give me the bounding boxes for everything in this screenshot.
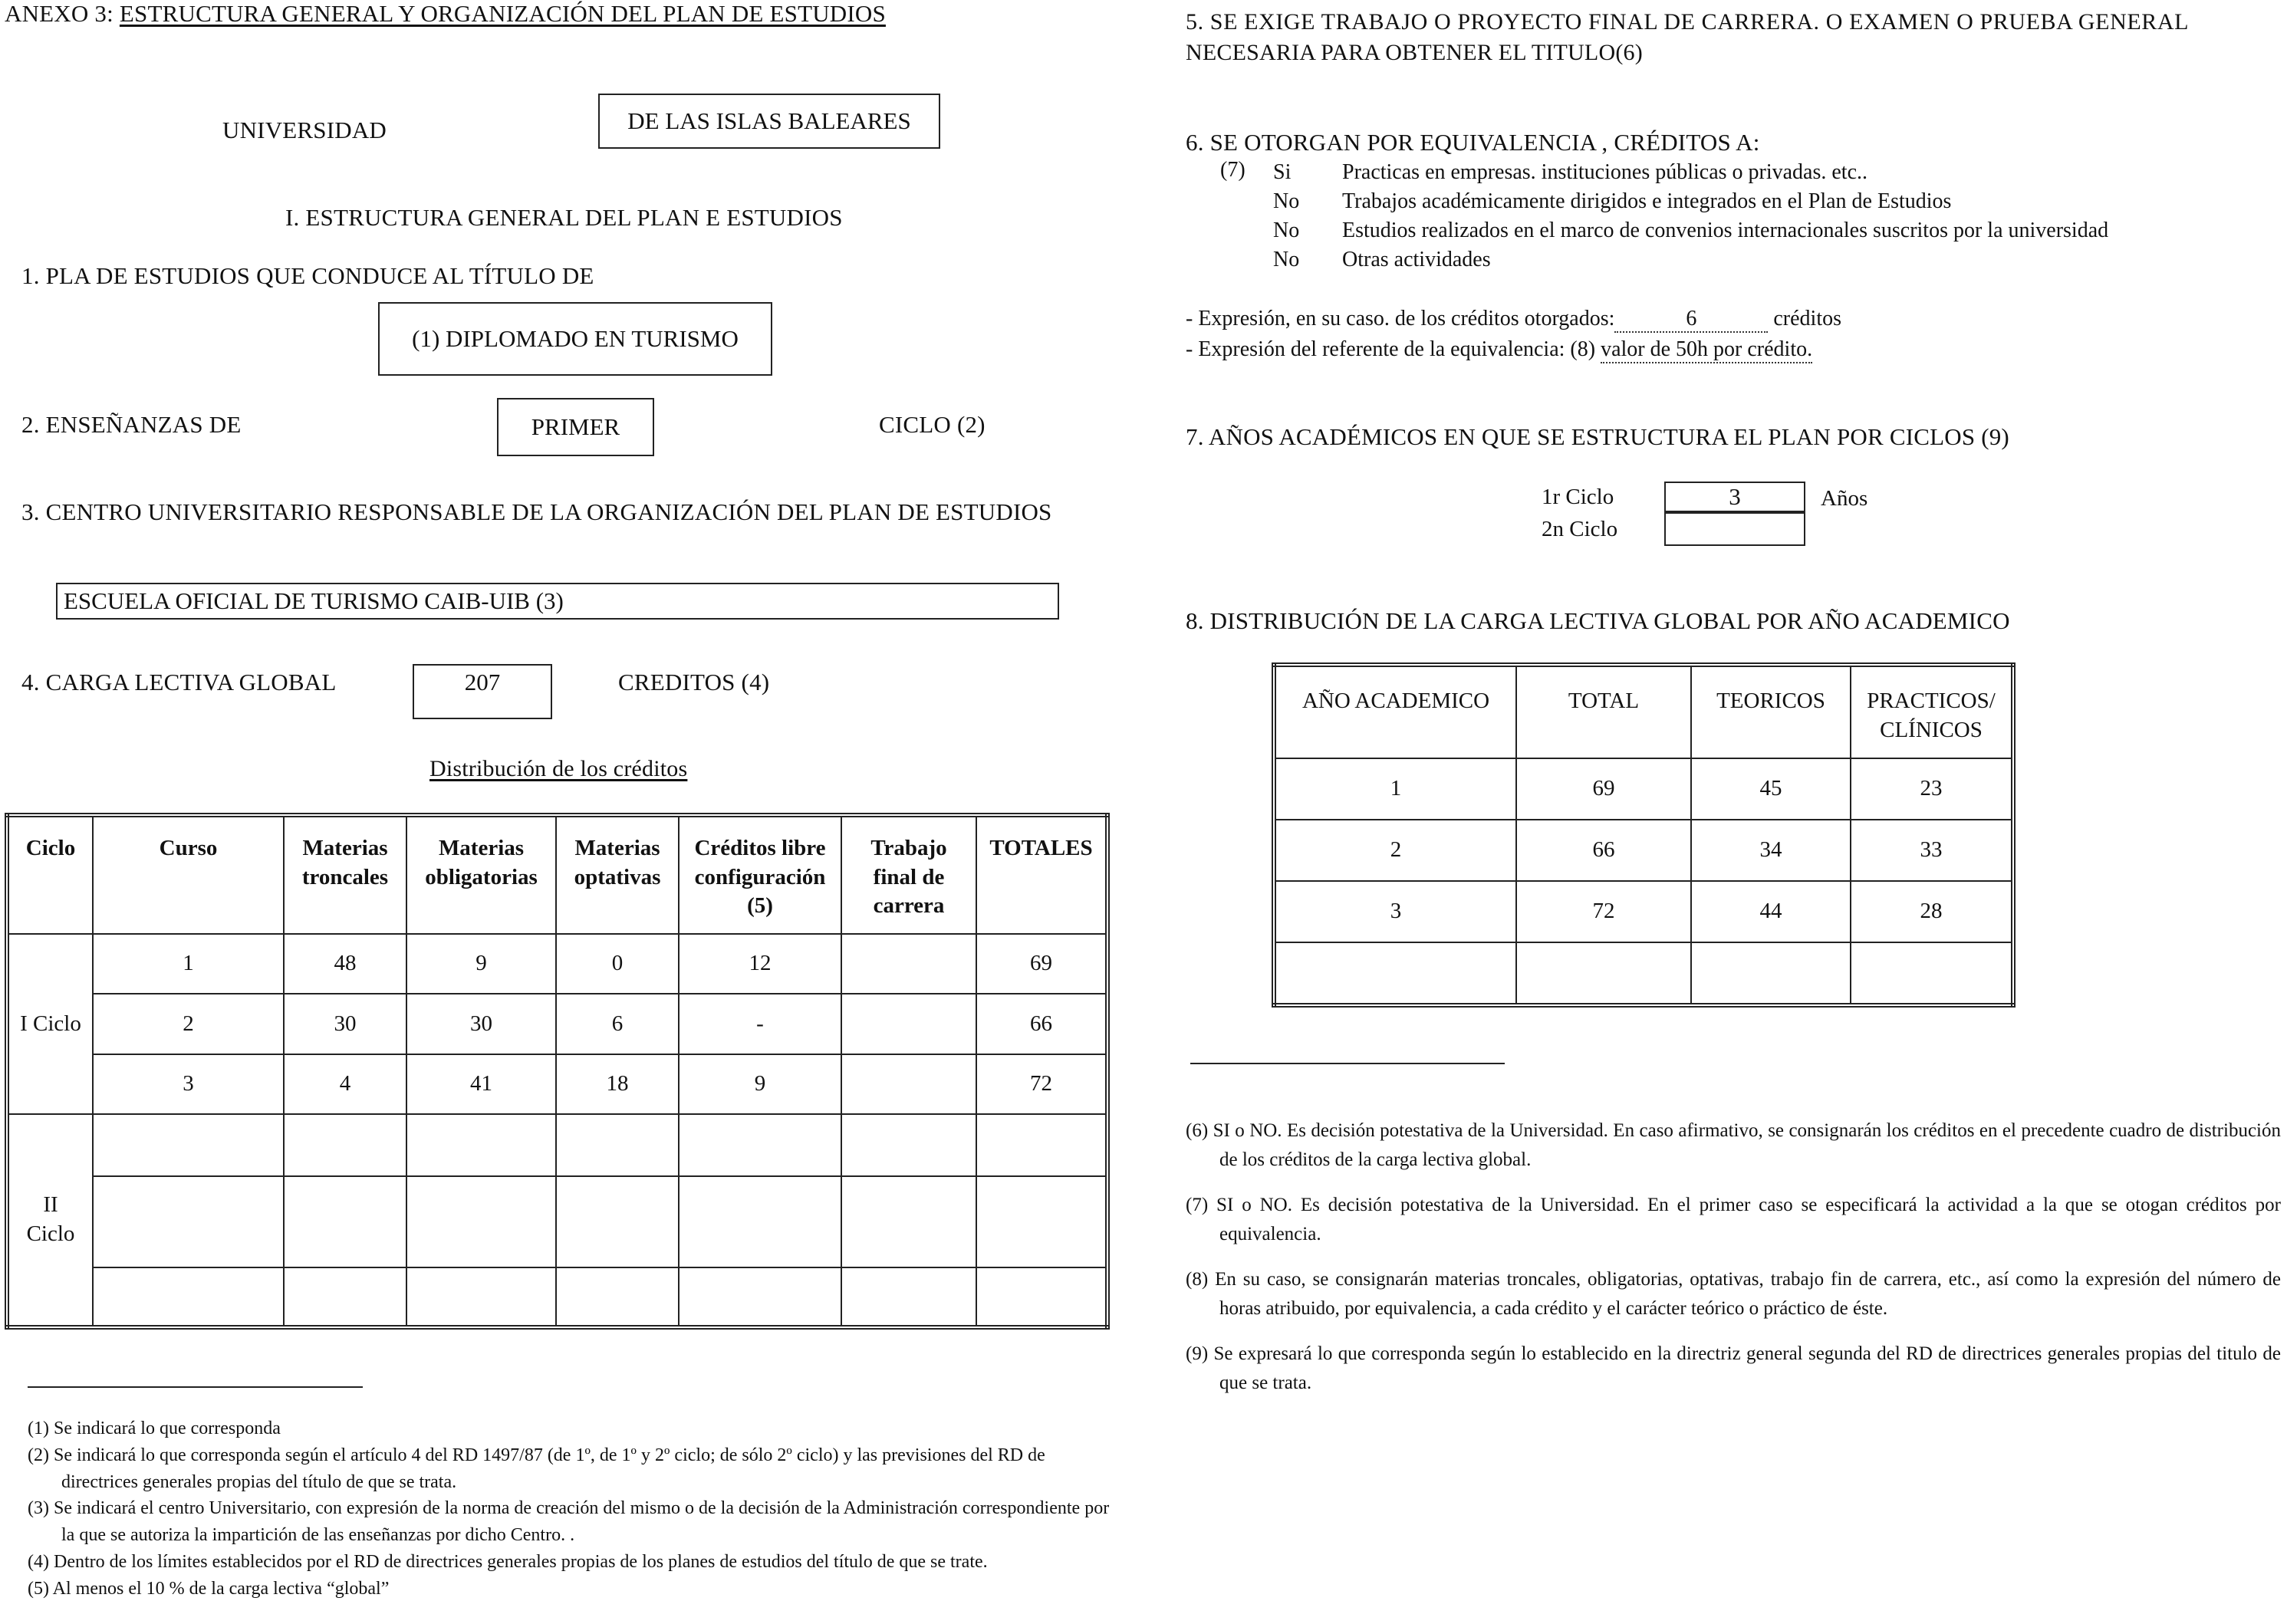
table-row (7, 994, 1107, 1054)
university-label: UNIVERSIDAD (222, 117, 387, 143)
col-total: TOTAL (1516, 665, 1691, 758)
footnote-6: (6) SI o NO. Es decisión potestativa de la Universidad. En caso afirmativo, se consignarán los créditos en el precedente cuadro de distribución de los créditos de la carga lectiva global. (1186, 1120, 2281, 1170)
table-cell (841, 934, 976, 994)
table-cell: - (679, 994, 841, 1054)
item5-line1: 5. SE EXIGE TRABAJO O PROYECTO FINAL DE CARRERA. O EXAMEN O PRUEBA GENERAL (1186, 9, 2190, 35)
ciclo-box (497, 398, 654, 456)
table-cell: 66 (976, 994, 1107, 1054)
col-trabajo: Trabajo final de carrera (841, 815, 976, 934)
table-cell: 18 (556, 1054, 679, 1114)
table-cell: 45 (1691, 758, 1851, 820)
distribution-title: Distribución de los créditos (429, 756, 688, 781)
university-box (598, 94, 940, 149)
table-cell: 69 (1516, 758, 1691, 820)
title-value: (1) DIPLOMADO EN TURISMO (412, 325, 739, 352)
footnote-9: (9) Se expresará lo que corresponda según lo establecido en la directriz general segunda del RD de directrices generales propias del titulo de que se trata. (1186, 1343, 2281, 1393)
footnote-1: (1) Se indicará lo que corresponda (28, 1419, 281, 1438)
centro-value: ESCUELA OFICIAL DE TURISMO CAIB-UIB (3) (64, 587, 564, 614)
expresion-creditos: - Expresión, en su caso. de los créditos otorgados: 6 créditos (1186, 307, 1841, 333)
table-cell: 9 (406, 934, 556, 994)
item2-suffix: CICLO (2) (879, 411, 986, 438)
ciclo-value: PRIMER (531, 413, 620, 440)
footnote-rule-right (1190, 1063, 1505, 1064)
carga-header-row (1274, 665, 2013, 758)
centro-box (56, 583, 1059, 620)
col-practicos: PRACTICOS/ CLÍNICOS (1851, 665, 2013, 758)
table-cell: 9 (679, 1054, 841, 1114)
table-cell: 72 (976, 1054, 1107, 1114)
footnote-rule-left (28, 1386, 363, 1388)
col-teoricos: TEORICOS (1691, 665, 1851, 758)
table-cell: 34 (1691, 820, 1851, 881)
table-cell: 1 (93, 934, 284, 994)
annex-heading (5, 0, 886, 28)
table-row (7, 1267, 1107, 1328)
ciclo-I-cell: I Ciclo (7, 934, 93, 1114)
item6-list (1273, 158, 2108, 275)
table-cell: 30 (406, 994, 556, 1054)
university-value: DE LAS ISLAS BALEARES (627, 107, 911, 134)
table-cell: 33 (1851, 820, 2013, 881)
table-cell: 28 (1851, 881, 2013, 942)
item1-label: 1. PLA DE ESTUDIOS QUE CONDUCE AL TÍTULO DE (21, 262, 594, 289)
footnote-2: (2) Se indicará lo que corresponda según el artículo 4 del RD 1497/87 (de 1º, de 1º y 2º ciclo; de sólo 2º ciclo) y las previsiones del RD de directrices generales propias del título de que se trata. (28, 1445, 1045, 1492)
section-title: I. ESTRUCTURA GENERAL DEL PLAN E ESTUDIOS (285, 204, 843, 231)
list-item: Si Practicas en empresas. instituciones públicas o privadas. etc.. (1273, 160, 1868, 184)
ciclo2-label: 2n Ciclo (1542, 517, 1618, 541)
ciclo1-label: 1r Ciclo (1542, 485, 1614, 509)
distribution-table (5, 813, 1110, 1330)
item3-label: 3. CENTRO UNIVERSITARIO RESPONSABLE DE LA ORGANIZACIÓN DEL PLAN DE ESTUDIOS (21, 498, 1052, 525)
col-ciclo: Ciclo (7, 815, 93, 934)
table-row (1274, 942, 2013, 1005)
footnote-8: (8) En su caso, se consignarán materias troncales, obligatorias, optativas, trabajo fin de carrera, etc., así como la expresión del número de horas atribuido, por equivalencia, a cada crédito y el carácter teórico o práctico de éste. (1186, 1269, 2281, 1319)
table-row (7, 1114, 1107, 1175)
list-item: No Trabajos académicamente dirigidos e integrados en el Plan de Estudios (1273, 189, 1952, 213)
item6-title: 6. SE OTORGAN POR EQUIVALENCIA , CRÉDITOS A: (1186, 129, 1760, 156)
anios-label: Años (1821, 486, 1868, 511)
carga-table (1272, 662, 2016, 1008)
item8-title: 8. DISTRIBUCIÓN DE LA CARGA LECTIVA GLOBAL POR AÑO ACADEMICO (1186, 607, 2010, 634)
distribution-header-row (7, 815, 1107, 934)
table-row (7, 1054, 1107, 1114)
ciclo1-value: 3 (1729, 483, 1741, 510)
table-cell: 23 (1851, 758, 2013, 820)
table-cell: 69 (976, 934, 1107, 994)
table-row (7, 1176, 1107, 1267)
title-box (378, 302, 772, 376)
col-curso: Curso (93, 815, 284, 934)
table-cell: 6 (556, 994, 679, 1054)
col-obligatorias: Materias obligatorias (406, 815, 556, 934)
table-cell: 44 (1691, 881, 1851, 942)
table-row (1274, 758, 2013, 820)
table-cell (1691, 942, 1851, 1005)
footnotes-right (1186, 1116, 2281, 1397)
item2-label: 2. ENSEÑANZAS DE (21, 411, 242, 438)
table-cell: 3 (1274, 881, 1516, 942)
table-cell: 1 (1274, 758, 1516, 820)
col-anio: AÑO ACADEMICO (1274, 665, 1516, 758)
table-cell (841, 994, 976, 1054)
table-cell: 2 (1274, 820, 1516, 881)
footnote-5: (5) Al menos el 10 % de la carga lectiva “global” (28, 1578, 390, 1599)
list-item: No Otras actividades (1273, 248, 1491, 271)
item7-title: 7. AÑOS ACADÉMICOS EN QUE SE ESTRUCTURA EL PLAN POR CICLOS (9) (1186, 423, 2009, 450)
table-cell: 12 (679, 934, 841, 994)
table-cell: 48 (284, 934, 406, 994)
table-cell: 30 (284, 994, 406, 1054)
table-row (7, 934, 1107, 994)
table-cell: 4 (284, 1054, 406, 1114)
item4-label: 4. CARGA LECTIVA GLOBAL (21, 669, 337, 695)
table-row (1274, 881, 2013, 942)
item4-suffix: CREDITOS (4) (618, 669, 770, 695)
table-cell: 0 (556, 934, 679, 994)
annex-title: ESTRUCTURA GENERAL Y ORGANIZACIÓN DEL PLAN DE ESTUDIOS (119, 0, 886, 27)
footnote-3: (3) Se indicará el centro Universitario, con expresión de la norma de creación del mismo o de la decisión de la Administración correspondiente por la que se autoriza la impartición de las enseñanzas por dicho Centro. . (28, 1498, 1110, 1546)
ciclo1-box (1664, 482, 1805, 512)
table-cell: 41 (406, 1054, 556, 1114)
expresion-referente: - Expresión del referente de la equivalencia: (8) valor de 50h por crédito. (1186, 337, 1812, 363)
col-totales: TOTALES (976, 815, 1107, 934)
item6-marker: (7) (1220, 158, 1246, 182)
table-cell (1274, 942, 1516, 1005)
table-cell (1851, 942, 2013, 1005)
footnotes-left (28, 1415, 1112, 1603)
carga-value: 207 (464, 669, 501, 695)
table-cell (1516, 942, 1691, 1005)
ciclo-II-cell: II Ciclo (7, 1114, 93, 1327)
table-cell: 2 (93, 994, 284, 1054)
footnote-4: (4) Dentro de los límites establecidos por el RD de directrices generales propias de los planes de estudios del título de que se trate. (28, 1551, 988, 1572)
table-cell (841, 1054, 976, 1114)
table-row (1274, 820, 2013, 881)
carga-box (413, 664, 552, 719)
footnote-7: (7) SI o NO. Es decisión potestativa de la Universidad. En el primer caso se especificará la actividad a la que se otogan créditos por equivalencia. (1186, 1195, 2281, 1244)
col-libre: Créditos libre configuración (5) (679, 815, 841, 934)
ciclo2-box (1664, 512, 1805, 546)
list-item: No Estudios realizados en el marco de convenios internacionales suscritos por la universidad (1273, 219, 2109, 242)
annex-label: ANEXO 3: (5, 0, 114, 27)
table-cell: 72 (1516, 881, 1691, 942)
table-cell: 3 (93, 1054, 284, 1114)
col-optativas: Materias optativas (556, 815, 679, 934)
table-cell: 66 (1516, 820, 1691, 881)
item5-line2: NECESARIA PARA OBTENER EL TITULO(6) (1186, 40, 1643, 65)
col-troncales: Materias troncales (284, 815, 406, 934)
